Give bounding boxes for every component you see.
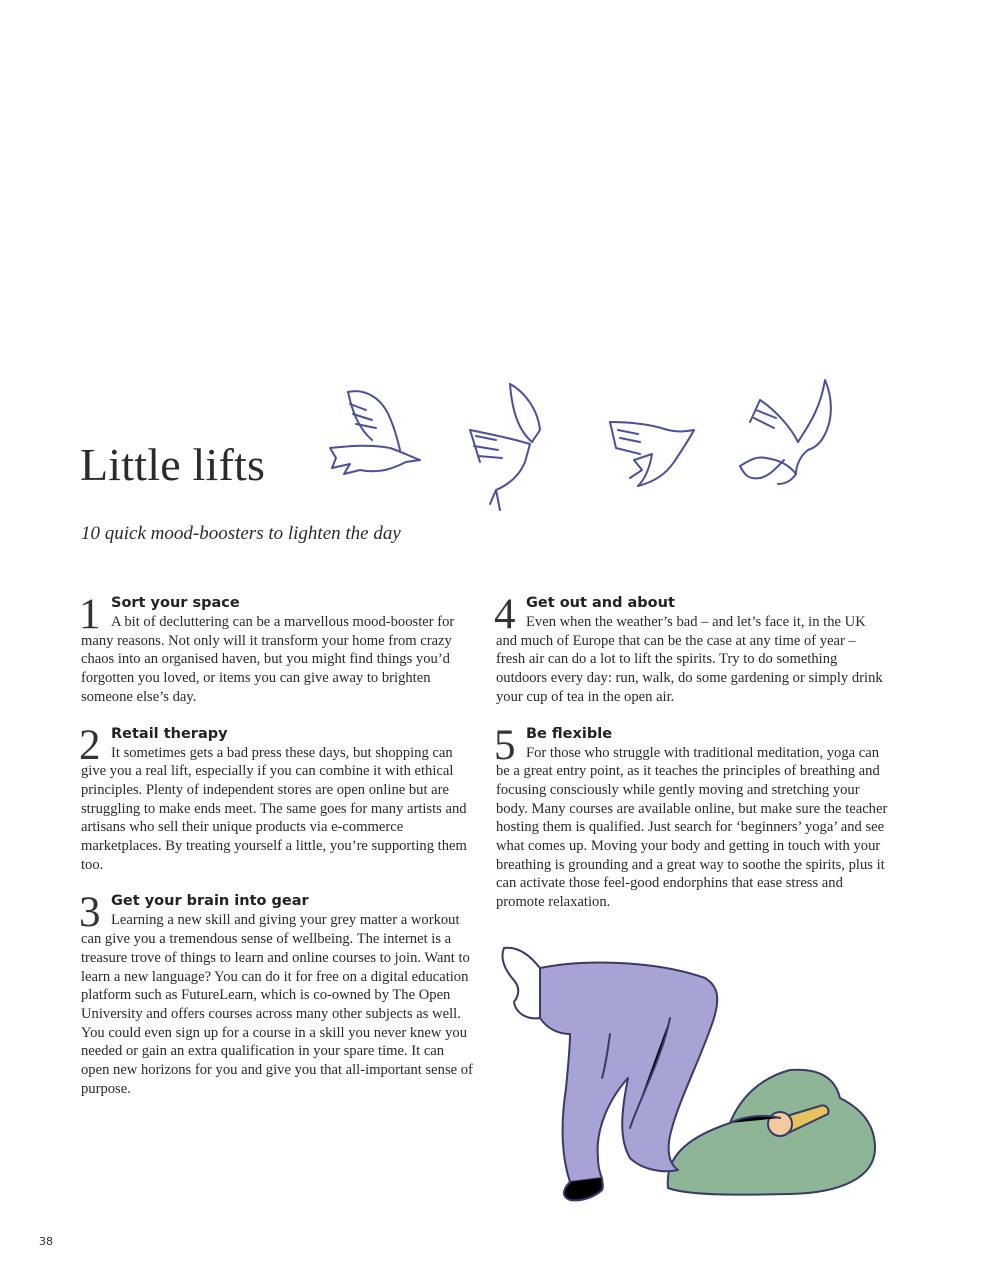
- bird-3-icon: [610, 422, 694, 486]
- tips-left-column: [79, 591, 473, 1116]
- tip-item: [494, 591, 888, 707]
- tip-body: For those who struggle with traditional meditation, yoga can be a great entry point, as it teaches the principles of breathing and focusing consciously while gently moving and stretching your body. Many courses are available online, but make sure the teacher hosting them is qualified. Just search for ‘beginners’ yoga’ and see what comes up. Moving your body and getting in touch with your breathing is grounding and a great way to soothe the spirits, plus it can activate those feel-good endorphins that ease stress and promote relaxation.: [496, 744, 888, 911]
- bird-4-icon: [740, 380, 831, 484]
- tip-heading: Retail therapy: [111, 725, 228, 742]
- tip-number: 3: [79, 889, 101, 937]
- page-number: 38: [39, 1235, 53, 1248]
- tip-item: [79, 591, 473, 707]
- tip-heading: Get out and about: [526, 595, 675, 611]
- page-title: Little lifts: [80, 439, 266, 490]
- tip-item: [494, 721, 888, 912]
- tip-body: Learning a new skill and giving your grey matter a workout can give you a tremendous sense of wellbeing. The internet is a treasure trove of things to learn and online courses to join. Want to learn a new language? You can do it for free on a digital education platform such as FutureLearn, which is co-owned by The Open University and offers courses across many other subjects as well. You could even sign up for a course in a skill you never knew you needed or gain an extra qualification in your spare time. It can open new horizons for you and give you that all-important sense of purpose.: [81, 912, 473, 1097]
- tip-item: [79, 889, 473, 1098]
- bird-2-icon: [470, 384, 540, 510]
- tip-number: 2: [79, 721, 101, 769]
- tip-body: It sometimes gets a bad press these days, but shopping can give you a real lift, especially if you can combine it with ethical principles. Plenty of independent stores are open online but are struggling to make ends meet. The same goes for many artists and artisans who sell their unique products via e-commerce marketplaces. By treating yourself a little, you’re supporting them too.: [81, 744, 467, 873]
- flying-birds-icon: [320, 370, 840, 520]
- tip-body: Even when the weather’s bad – and let’s face it, in the UK and much of Europe that can be the case at any time of year – fresh air can do a lot to lift the spirits. Try to do something outdoors every day: run, walk, do some gardening or simply drink your cup of tea in the open air.: [496, 614, 883, 705]
- yoga-figure-icon: [490, 938, 890, 1208]
- bird-1-icon: [330, 391, 420, 474]
- tips-right-column: [494, 591, 888, 930]
- tip-heading: Get your brain into gear: [111, 893, 309, 910]
- tip-number: 5: [494, 721, 516, 769]
- tip-body: A bit of decluttering can be a marvellous mood-booster for many reasons. Not only will it transform your home from crazy chaos into an organised haven, but you might find things you’d forgotten you loved, or items you can give away to brighten someone else’s day.: [81, 614, 455, 705]
- tip-number: 1: [79, 591, 101, 638]
- tip-heading: Be flexible: [526, 725, 613, 742]
- tip-number: 4: [494, 591, 516, 638]
- page-subtitle: 10 quick mood-boosters to lighten the day: [81, 523, 401, 544]
- tip-item: [79, 721, 473, 875]
- tip-heading: Sort your space: [111, 595, 240, 611]
